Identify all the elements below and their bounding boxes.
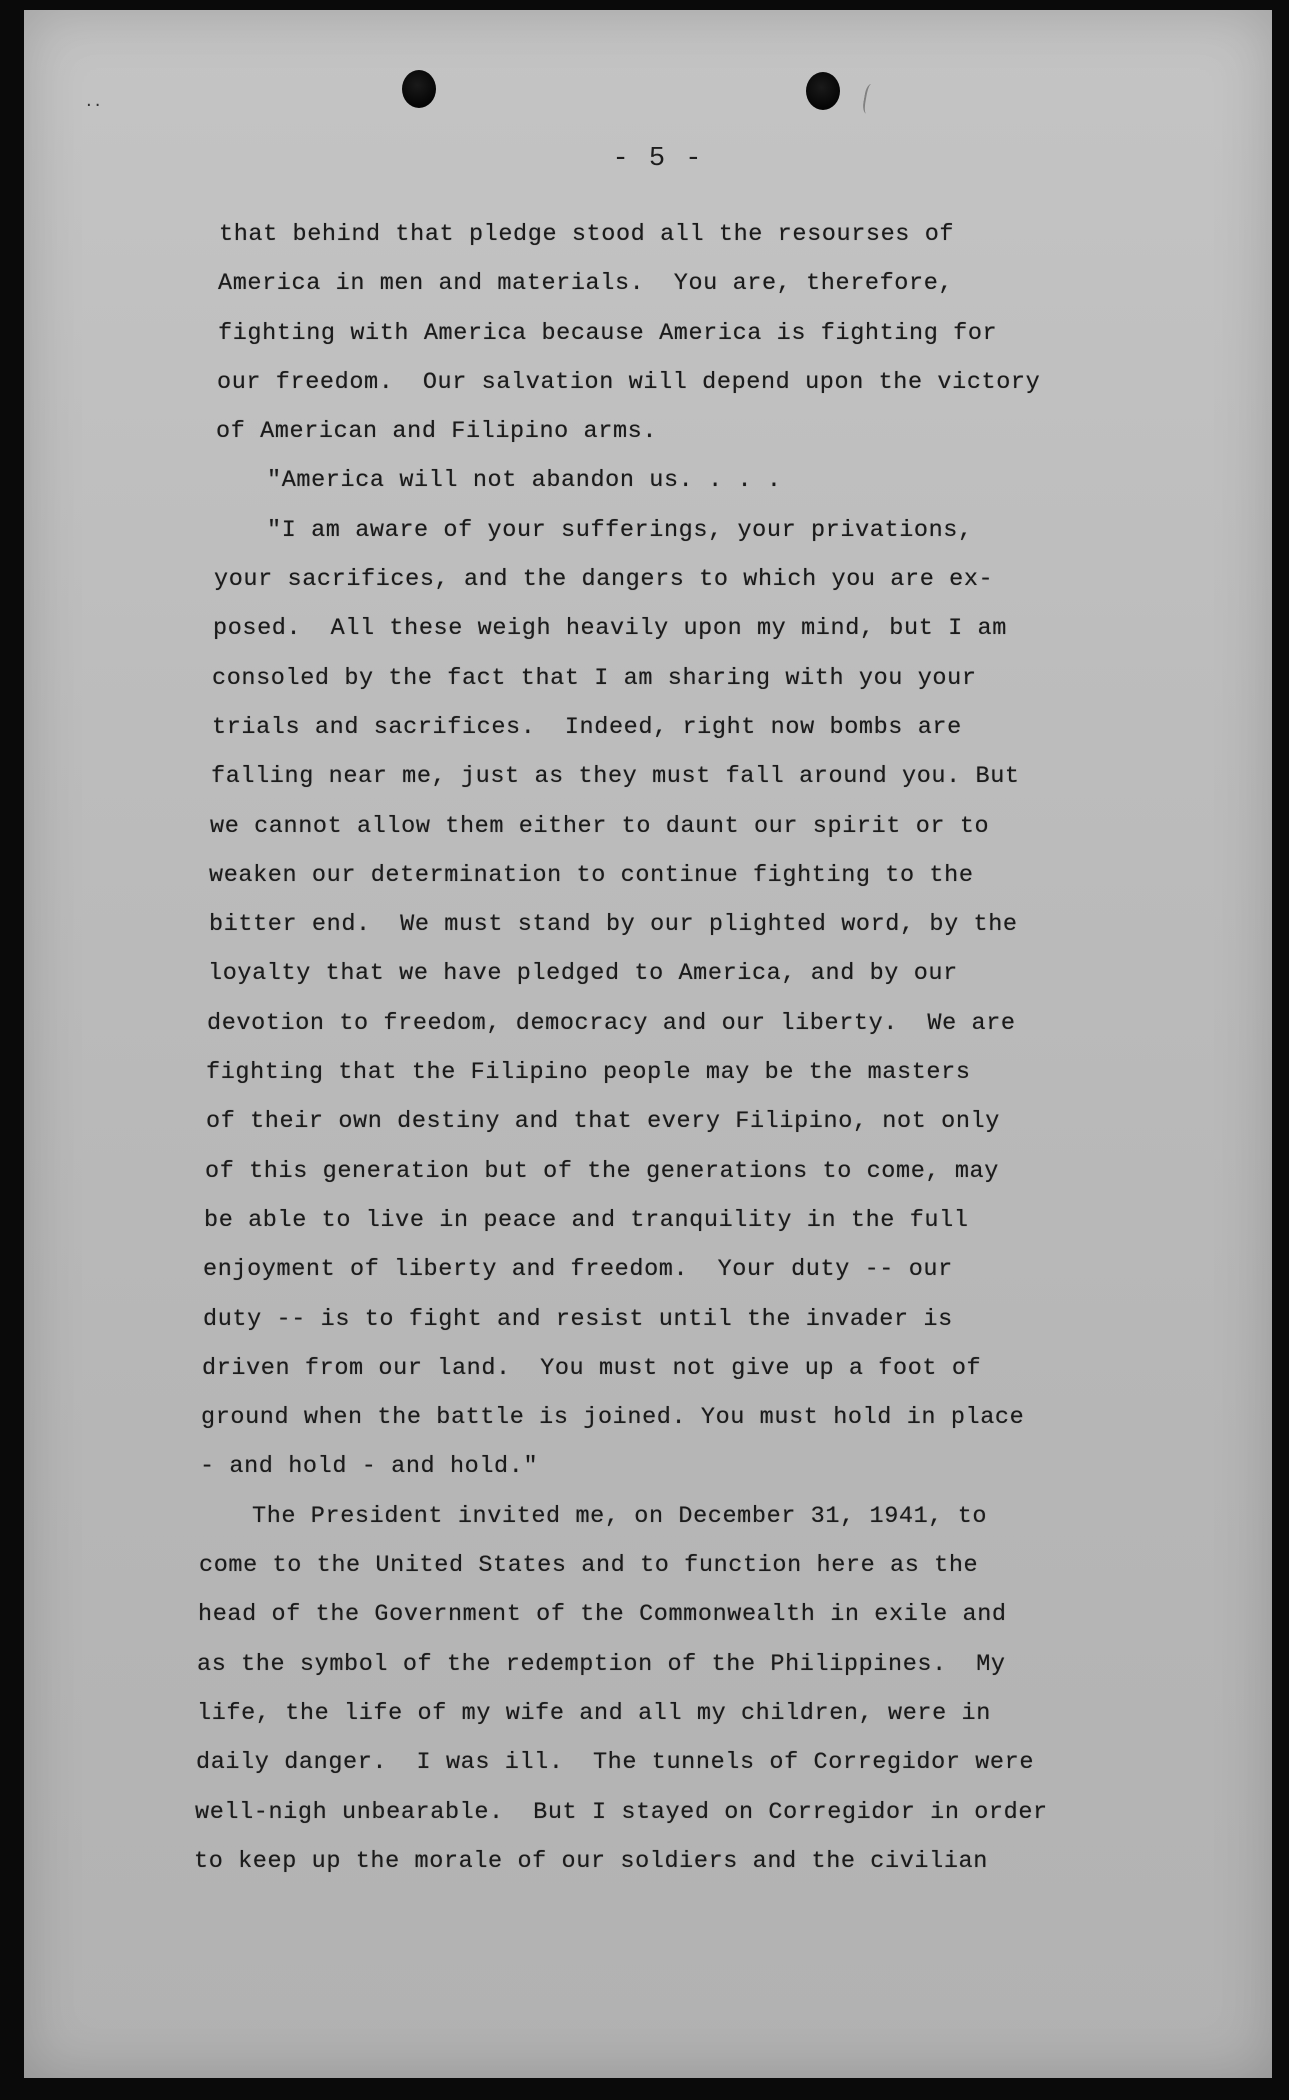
text-line: driven from our land. You must not give up a foot of (202, 1354, 982, 1382)
text-line: of this generation but of the generations to come, may (205, 1157, 999, 1185)
text-line: as the symbol of the redemption of the Philippines. My (197, 1650, 1006, 1678)
text-line: to keep up the morale of our soldiers and the civilian (194, 1847, 988, 1875)
text-line: we cannot allow them either to daunt our spirit or to (210, 812, 990, 840)
text-line: bitter end. We must stand by our plighted word, by the (209, 911, 1018, 939)
text-line: posed. All these weigh heavily upon my mind, but I am (213, 615, 1007, 643)
text-line: enjoyment of liberty and freedom. Your duty -- our (203, 1256, 953, 1284)
text-line: be able to live in peace and tranquility in the full (204, 1206, 969, 1234)
text-line: trials and sacrifices. Indeed, right now bombs are (212, 713, 962, 741)
text-line: our freedom. Our salvation will depend upon the victory (217, 368, 1041, 396)
text-line: head of the Government of the Commonwealth in exile and (198, 1601, 1007, 1629)
page-number: - 5 - (612, 144, 704, 174)
text-line: America in men and materials. You are, therefore, (218, 270, 954, 298)
text-line: - and hold - and hold." (200, 1453, 539, 1481)
text-line: life, the life of my wife and all my children, were in (197, 1699, 991, 1727)
typed-page (24, 10, 1272, 2078)
text-line: duty -- is to fight and resist until the invader is (203, 1305, 953, 1333)
text-line: your sacrifices, and the dangers to which you are ex- (214, 566, 994, 594)
text-line: that behind that pledge stood all the resourses of (219, 221, 955, 248)
text-line: "America will not abandon us. . . . (267, 467, 782, 495)
text-line: "I am aware of your sufferings, your privations, (267, 516, 973, 544)
text-line: fighting that the Filipino people may be the masters (206, 1059, 971, 1087)
text-line: come to the United States and to function here as the (199, 1552, 979, 1580)
text-line: daily danger. I was ill. The tunnels of Corregidor were (196, 1749, 1035, 1777)
punch-hole-left (402, 70, 436, 108)
text-line: The President invited me, on December 31, 1941, to (252, 1502, 988, 1530)
punch-hole-right (806, 72, 840, 110)
text-line: fighting with America because America is fighting for (218, 319, 998, 347)
text-line: consoled by the fact that I am sharing with you your (212, 664, 977, 692)
text-line: well-nigh unbearable. But I stayed on Corregidor in order (195, 1798, 1048, 1826)
text-line: of American and Filipino arms. (216, 418, 658, 446)
text-line: devotion to freedom, democracy and our liberty. We are (207, 1009, 1016, 1037)
text-line: ground when the battle is joined. You must hold in place (201, 1404, 1025, 1432)
text-line: weaken our determination to continue fighting to the (209, 861, 974, 889)
body-text (194, 210, 1119, 1886)
text-line: of their own destiny and that every Filipino, not only (206, 1108, 1000, 1136)
text-line: loyalty that we have pledged to America, and by our (208, 960, 958, 988)
pencil-mark (861, 83, 878, 115)
text-line: falling near me, just as they must fall around you. But (211, 763, 1020, 791)
ink-specks: .. (86, 90, 104, 111)
